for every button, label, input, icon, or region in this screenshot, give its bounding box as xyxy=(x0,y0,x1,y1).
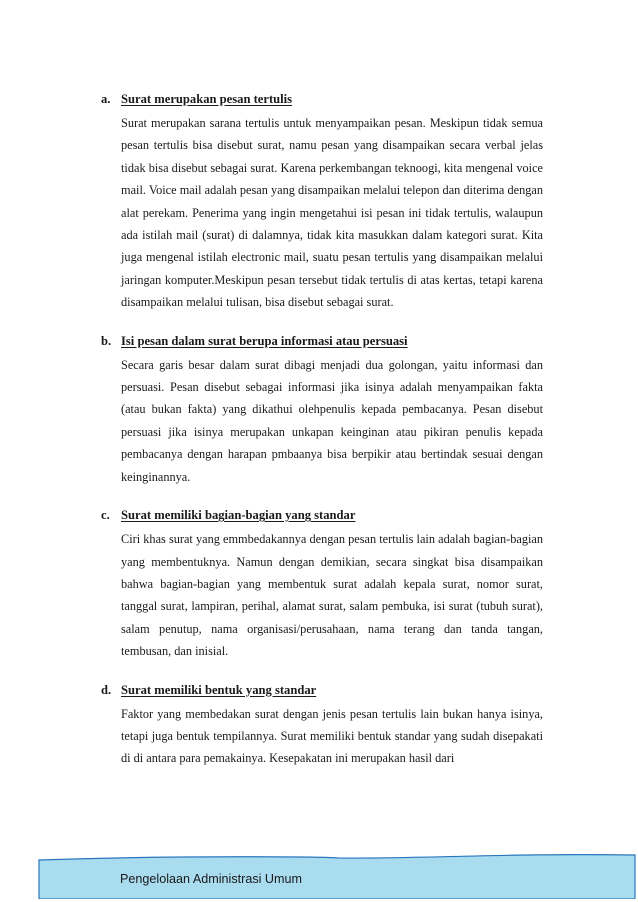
section-b xyxy=(0,334,638,488)
section-letter: a. xyxy=(101,92,111,106)
section-letter: d. xyxy=(101,682,112,697)
section-title: Surat memiliki bentuk yang standar xyxy=(121,682,317,697)
section-title: Surat merupakan pesan tertulis xyxy=(121,92,293,106)
section-body: Ciri khas surat yang emmbedakannya dengan pesan tertulis lain adalah bagian-bagian yang membentuknya. Namun dengan demikian, secara singkat bisa disampaikan bahwa bagian-bagian yang membentuk surat adalah kepala surat, nomor surat, tanggal surat, lampiran, perihal, alamat surat, salam pembuka, isi surat (tubuh surat), salam penutup, nama organisasi/perusahaan, nama terang dan tanda tangan, tembusan, dan inisial. xyxy=(121,532,543,659)
footer-title: Pengelolaan Administrasi Umum xyxy=(120,872,302,886)
section-heading xyxy=(0,508,638,528)
section-body: Secara garis besar dalam surat dibagi menjadi dua golongan, yaitu informasi dan persuasi. Pesan disebut sebagai informasi jika isinya adalah menyampaikan fakta (atau bukan fakta) yang dikathui olehpenulis kepada pembacanya. Pesan disebut persuasi jika isinya merupakan unkapan keinginan atau pikiran penulis kepada pembacanya dengan harapan pmbaanya bisa berpikir atau bertindak sesuai dengan keinginannya. xyxy=(121,357,543,484)
section-heading xyxy=(0,683,638,703)
section-d xyxy=(0,683,638,770)
section-a xyxy=(0,92,638,314)
section-title: Isi pesan dalam surat berupa informasi atau persuasi xyxy=(121,333,408,348)
section-heading xyxy=(0,92,638,112)
section-body: Faktor yang membedakan surat dengan jenis pesan tertulis lain bukan hanya isinya, tetapi juga bentuk tempilannya. Surat memiliki bentuk standar yang sudah disepakati di di antara para pemakainya. Kesepakatan ini merupakan hasil dari xyxy=(121,706,543,766)
document-content xyxy=(0,92,638,790)
section-letter: b. xyxy=(101,333,112,348)
section-c xyxy=(0,508,638,662)
section-body: Surat merupakan sarana tertulis untuk menyampaikan pesan. Meskipun tidak semua pesan tertulis bisa disebut surat, namu pesan yang disampaikan secara verbal jelas tidak bisa disebut sebagai surat. Karena perkembangan teknoogi, kita mengenal voice mail. Voice mail adalah pesan yang disampaikan melalui telepon dan diterima dengan alat perekam. Penerima yang ingin mengetahui isi pesan ini tidak tertulis, walaupun ada istilah mail (surat) di dalamnya, tidak kita masukkan dalam kategori surat. Kita juga mengenal istilah electronic mail, suatu pesan tertulis yang disampaikan melalui jaringan komputer.Meskipun pesan tersebut tidak tertulis di atas kertas, tetapi karena disampaikan melalui tulisan, bisa disebut sebagai surat. xyxy=(121,116,543,310)
section-letter: c. xyxy=(101,508,110,523)
section-title: Surat memiliki bagian-bagian yang standar xyxy=(121,508,356,523)
section-heading xyxy=(0,334,638,354)
